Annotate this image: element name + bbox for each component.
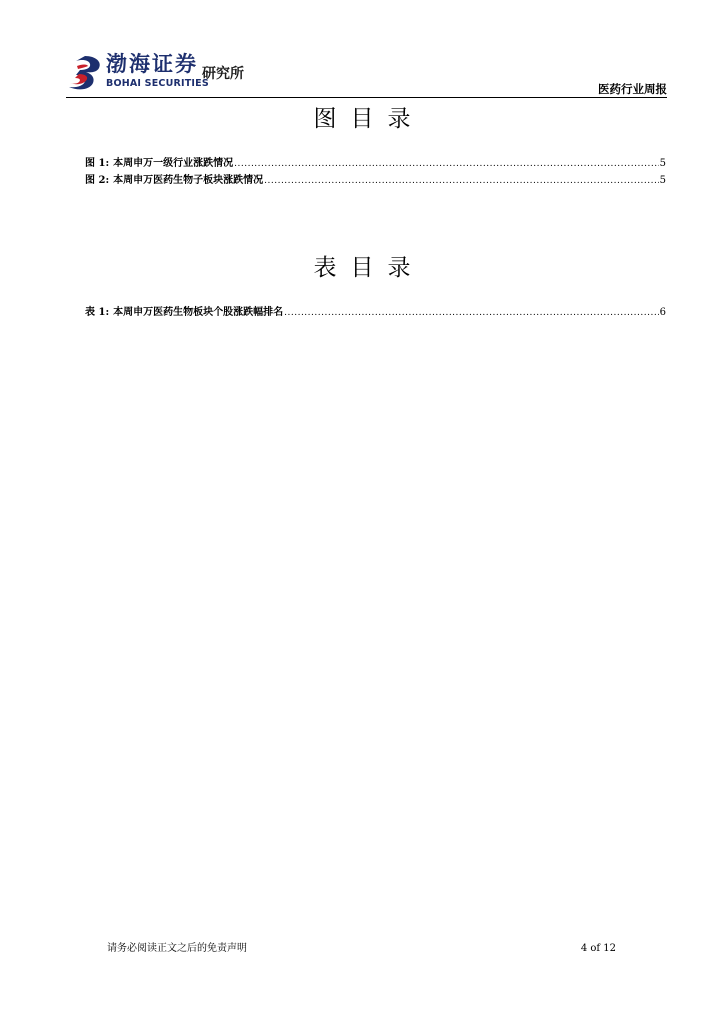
figures-toc-list <box>85 157 666 191</box>
toc-dot-leader <box>284 306 658 320</box>
toc-entry-label: 图 2: <box>85 175 110 186</box>
toc-entry-label: 表 1: <box>85 307 110 318</box>
toc-entry-page: 5 <box>659 158 666 169</box>
footer-page-number: 4 of 12 <box>580 943 616 954</box>
toc-entry-title: 本周申万医药生物板块个股涨跌幅排名 <box>113 307 284 318</box>
tables-toc-list <box>85 306 666 323</box>
toc-entry[interactable] <box>85 157 666 174</box>
toc-entry-page: 6 <box>659 307 666 318</box>
toc-dot-leader <box>264 174 658 188</box>
logo-department: 研究所 <box>202 66 244 82</box>
bohai-securities-logo <box>66 50 256 96</box>
toc-dot-leader <box>234 157 658 171</box>
tables-toc-heading: 表目录 <box>313 255 425 281</box>
bohai-logo-mark-icon <box>66 53 104 93</box>
figures-toc-heading: 图目录 <box>313 106 425 132</box>
toc-entry-title: 本周申万医药生物子板块涨跌情况 <box>113 175 264 186</box>
footer-disclaimer: 请务必阅读正文之后的免责声明 <box>107 943 247 954</box>
toc-entry-page: 5 <box>659 175 666 186</box>
toc-entry-label: 图 1: <box>85 158 110 169</box>
logo-chinese-name: 渤海证券 <box>106 51 198 76</box>
report-type: 医药行业周报 <box>598 82 667 96</box>
logo-english-name: BOHAI SECURITIES <box>106 78 209 89</box>
toc-entry-title: 本周申万一级行业涨跌情况 <box>113 158 234 169</box>
toc-entry[interactable] <box>85 174 666 191</box>
toc-entry[interactable] <box>85 306 666 323</box>
header-divider <box>66 97 667 98</box>
